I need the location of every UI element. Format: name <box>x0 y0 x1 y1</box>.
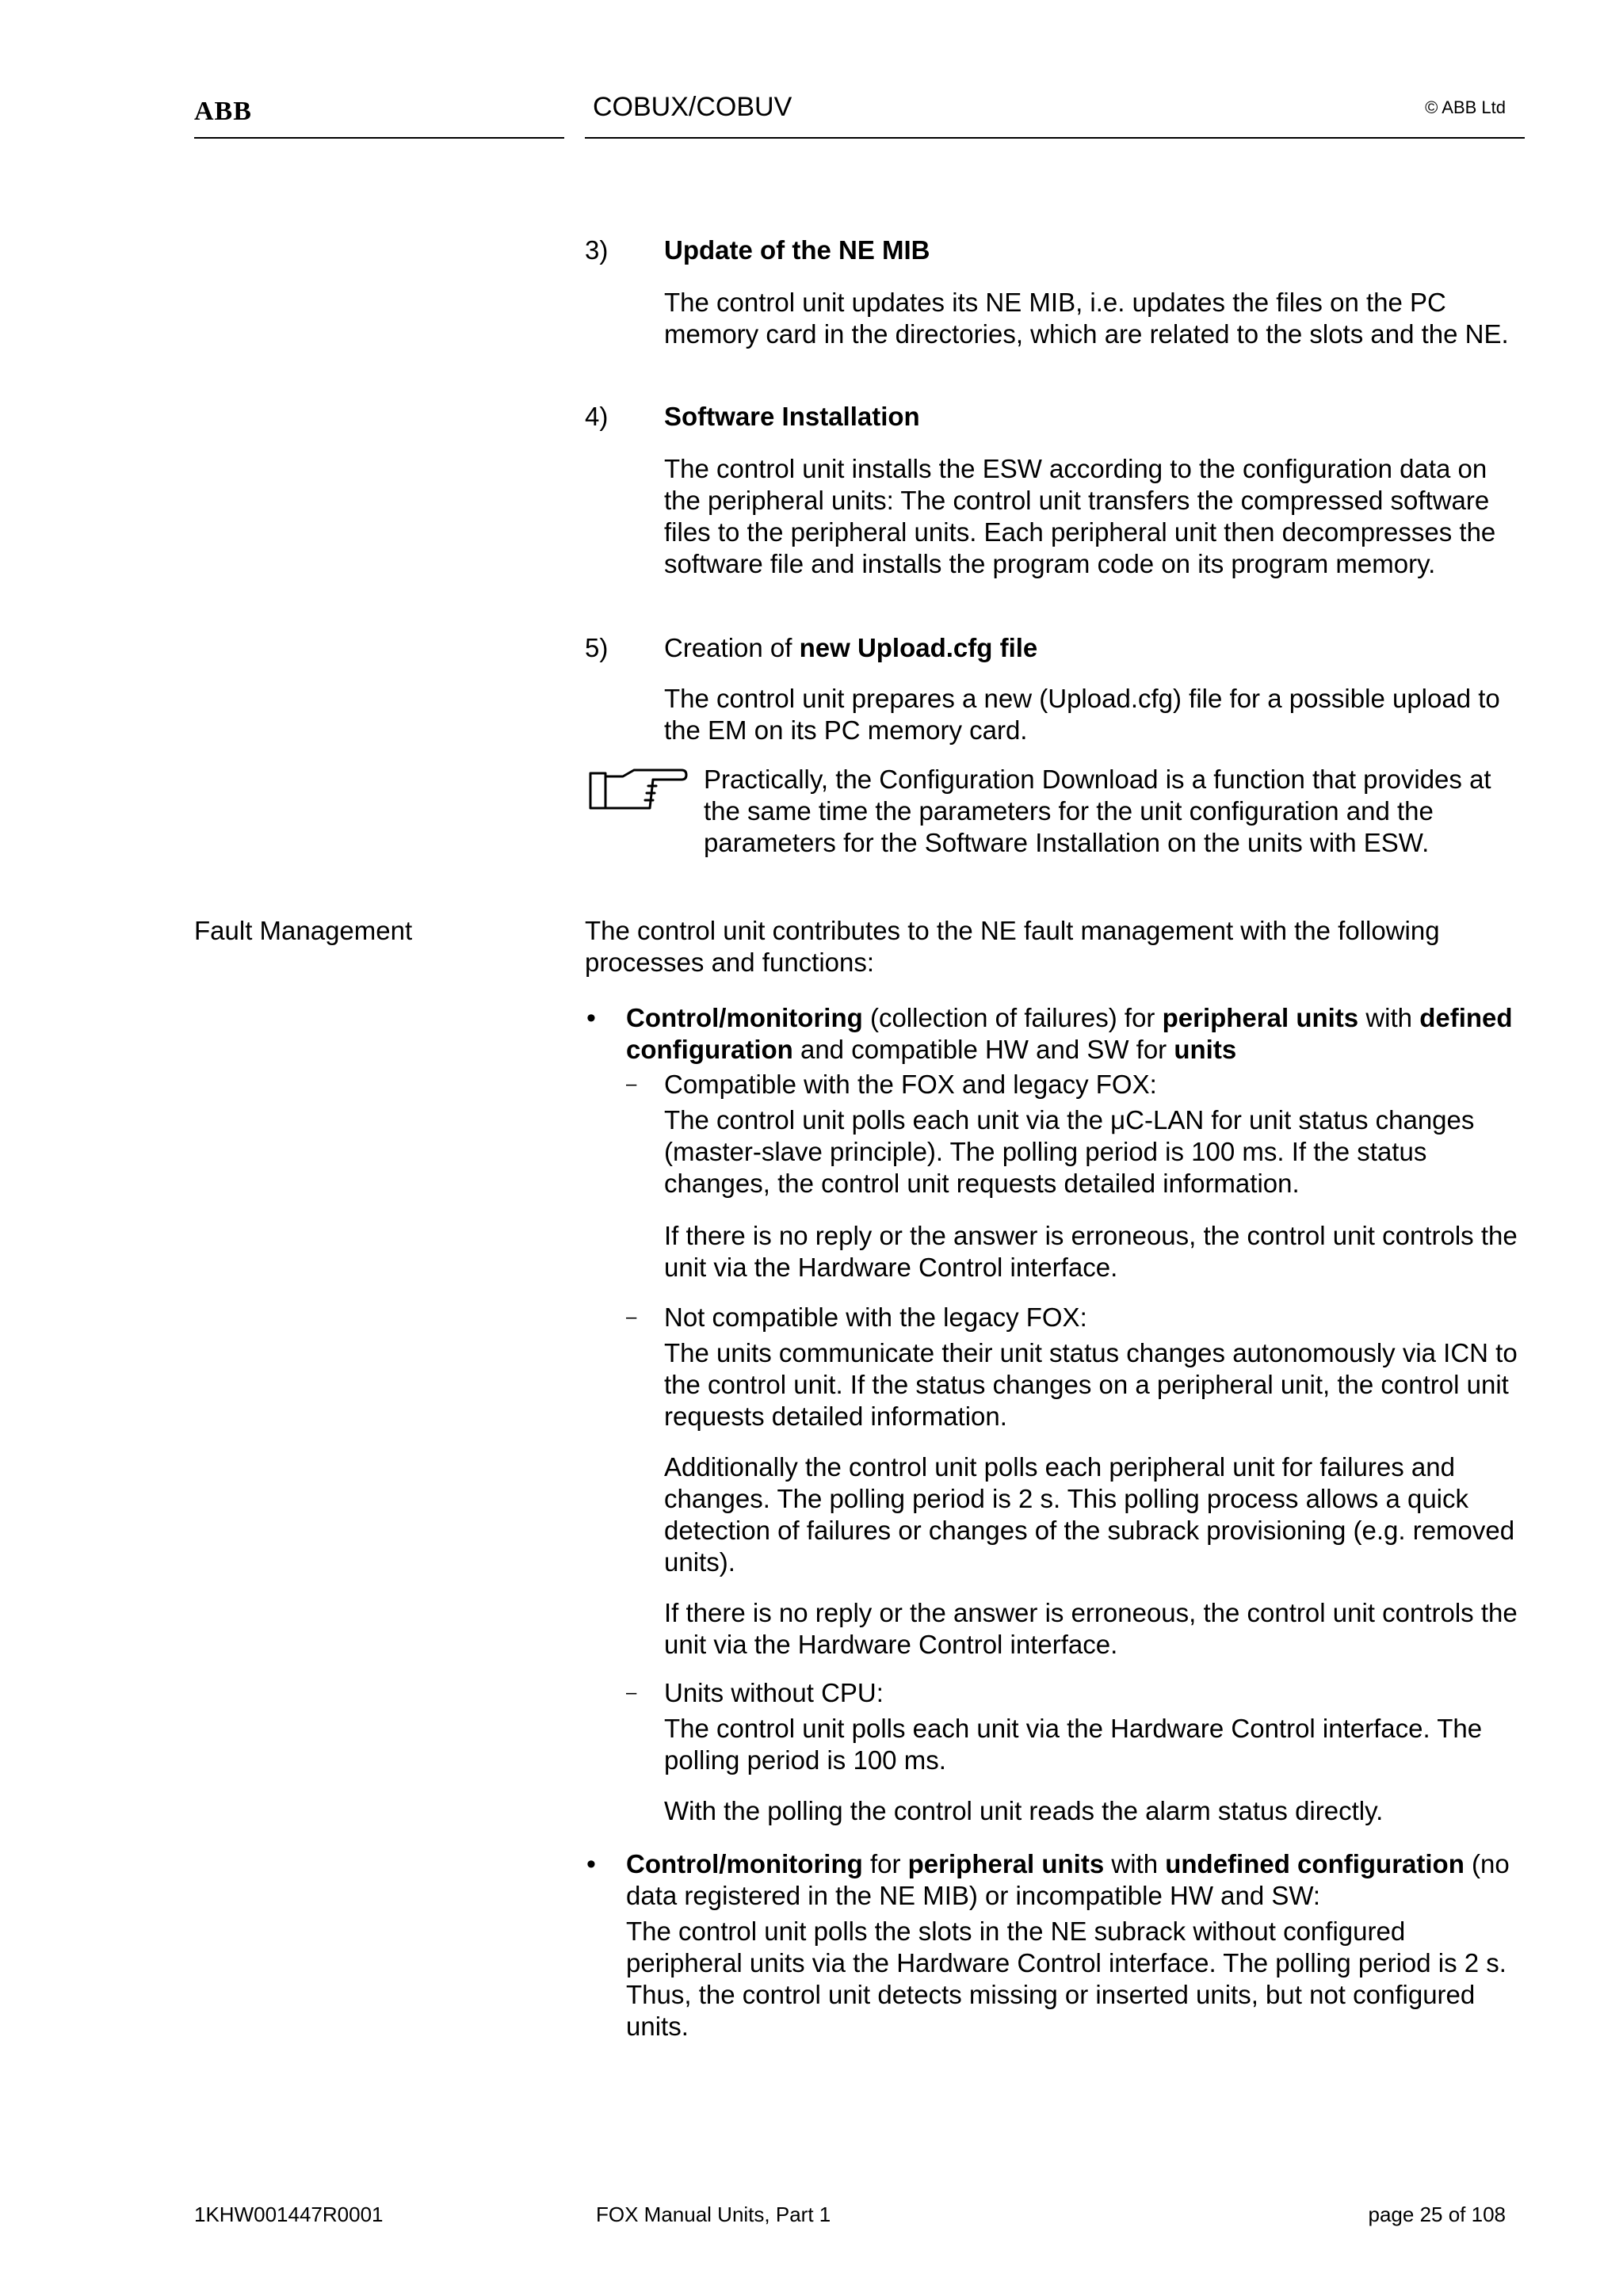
sub-item-title: Compatible with the FOX and legacy FOX: <box>664 1070 1157 1099</box>
bullet-text: for <box>862 1849 908 1878</box>
step-number: 4) <box>585 402 609 431</box>
step-number: 3) <box>585 235 609 265</box>
step-number: 5) <box>585 633 609 662</box>
header-rule-left <box>194 137 564 139</box>
note-text: Practically, the Configuration Download is a function that provides at the same time the parameters for the unit configuration and the parameters for the Software Installation on the units with ESW. <box>704 765 1491 857</box>
bullet-item-paragraph: The control unit polls the slots in the NE subrack without configured peripheral units via the Hardware Control interface. The polling period is 2 s. Thus, the control unit detects missing or inserted units, but not configured units. <box>626 1917 1507 2041</box>
bullet-bold: undefined configuration <box>1165 1849 1465 1878</box>
sub-item-title: Units without CPU: <box>664 1678 884 1707</box>
bullet-item <box>626 1002 1528 1066</box>
step-body: The control unit prepares a new (Upload.cfg) file for a possible upload to the EM on its PC memory card. <box>664 684 1500 745</box>
sub-item-paragraph: The control unit polls each unit via the Hardware Control interface. The polling period is 100 ms. <box>664 1714 1483 1775</box>
bullet-text: and compatible HW and SW for <box>792 1035 1174 1064</box>
dash-icon: – <box>626 1682 637 1703</box>
header-copyright: © ABB Ltd <box>1425 97 1506 117</box>
step-body: The control unit updates its NE MIB, i.e. updates the files on the PC memory card in the directories, which are related to the slots and the NE. <box>664 288 1509 349</box>
abb-logo: ABB <box>194 97 252 126</box>
sub-item-paragraph: With the polling the control unit reads the alarm status directly. <box>664 1796 1384 1825</box>
bullet-text: with <box>1358 1003 1420 1032</box>
footer-page-number: page 25 of 108 <box>1368 2203 1506 2226</box>
footer-doc-title: FOX Manual Units, Part 1 <box>596 2203 831 2226</box>
bullet-bold: peripheral units <box>907 1849 1105 1878</box>
sub-item-title: Not compatible with the legacy FOX: <box>664 1302 1087 1332</box>
step-heading-bold: new Upload.cfg file <box>799 633 1038 662</box>
bullet-item <box>626 1848 1528 1912</box>
bullet-bold: Control/monitoring <box>626 1849 863 1878</box>
sub-item-paragraph: The units communicate their unit status changes autonomously via ICN to the control unit. If the status changes on a peripheral unit, the control unit requests detailed information. <box>664 1338 1518 1431</box>
pointing-hand-icon <box>588 767 688 814</box>
bullet-text: (collection of failures) for <box>862 1003 1163 1032</box>
step-heading: Update of the NE MIB <box>664 235 930 265</box>
header-title: COBUX/COBUV <box>593 92 792 122</box>
bullet-bold: defined configuration <box>626 1003 1513 1064</box>
bullet-text: (no data registered in the NE MIB) or incompatible HW and SW: <box>626 1849 1510 1910</box>
section-intro: The control unit contributes to the NE fault management with the following processes and functions: <box>585 916 1440 977</box>
bullet-text: with <box>1104 1849 1166 1878</box>
step-heading-prefix: Creation of <box>664 633 800 662</box>
sub-item-paragraph: Additionally the control unit polls each peripheral unit for failures and changes. The polling period is 2 s. This polling process allows a quick detection of failures or changes of the subrack provisioning (e.g. removed units). <box>664 1452 1515 1577</box>
side-label-fault-management: Fault Management <box>194 916 413 945</box>
bullet-bold: units <box>1174 1035 1237 1064</box>
bullet-icon: • <box>586 1003 596 1033</box>
step-heading: Software Installation <box>664 402 920 431</box>
bullet-bold: Control/monitoring <box>626 1003 863 1032</box>
step-heading <box>664 632 1528 664</box>
step-body: The control unit installs the ESW according to the configuration data on the peripheral units: The control unit transfers the compressed software files to the peripheral units. Each peripheral unit then decompresses the software file and installs the program code on its program memory. <box>664 454 1496 578</box>
bullet-icon: • <box>586 1849 596 1879</box>
sub-item-paragraph: If there is no reply or the answer is erroneous, the control unit controls the unit via the Hardware Control interface. <box>664 1598 1518 1659</box>
dash-icon: – <box>626 1074 637 1095</box>
footer-doc-id: 1KHW001447R0001 <box>194 2203 384 2226</box>
sub-item-paragraph: The control unit polls each unit via the μC-LAN for unit status changes (master-slave principle). The polling period is 100 ms. If the status changes, the control unit requests detailed information. <box>664 1105 1475 1198</box>
sub-item-paragraph: If there is no reply or the answer is erroneous, the control unit controls the unit via the Hardware Control interface. <box>664 1221 1518 1282</box>
header-rule-right <box>585 137 1525 139</box>
bullet-bold: peripheral units <box>1162 1003 1359 1032</box>
dash-icon: – <box>626 1306 637 1328</box>
